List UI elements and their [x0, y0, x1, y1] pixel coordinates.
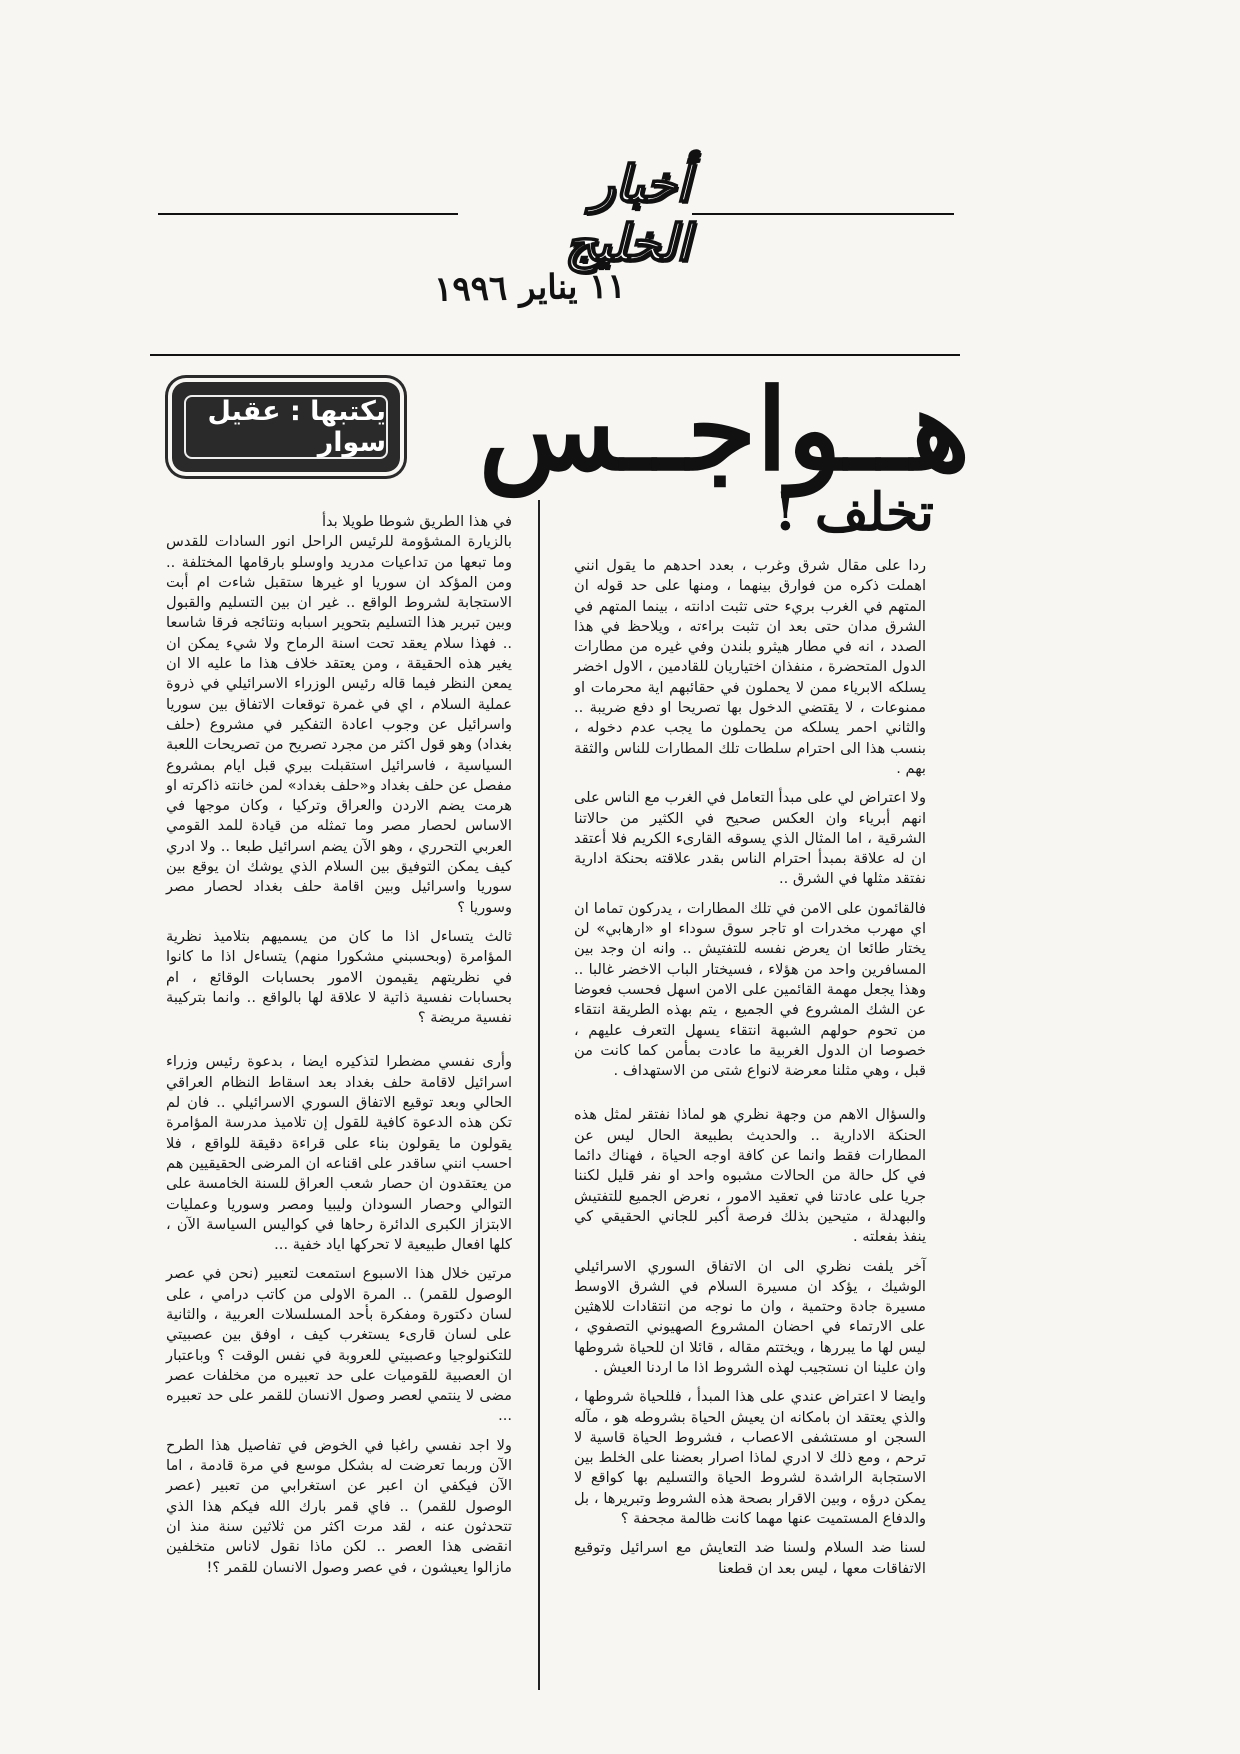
paragraph: ردا على مقال شرق وغرب ، بعدد احدهم ما يقول انني اهملت ذكره من فوارق بينهما ، ومنها على حد قوله ان المتهم في الغرب بريء حتى تثبت ادانته ، بينما المتهم في الشرق مدان حتى بعد ان تثبت براءته ، ويلاحظ في هذا الصدد ، انه في مطار هيثرو بلندن وفي غيره من مطارات الدول المتحضرة ، منفذان اختياريان للقادمين ، الاول اخضر يسلكه الابرياء ممن لا يحملون في حقائبهم اية محرمات او ممنوعات ، لا يقتضي الدخول بها تصريحا او دفع ضريبة .. والثاني احمر يسلكه من يحملون ما يجب عدم دخوله ، بنسب هذا الى احترام سلطات تلك المطارات للناس والثقة بهم .: [574, 557, 926, 777]
paragraph: مرتين خلال هذا الاسبوع استمعت لتعبير (نحن في عصر الوصول للقمر) .. المرة الاولى من كاتب درامي ، على لسان دكتورة ومفكرة بأحد المسلسلات العربية ، والثانية على لسان قارىء يستغرب كيف ، اوفق بين عصبيتي للتكنولوجيا وعصبيتي للعروبة في نفس الوقت ؟ وباعتبار ان العصبية للقوميات على حد تعبيره من مخلفات عصر مضى لا ينتمي لعصر وصول الانسان للقمر على حد تعبيره ...: [166, 1265, 512, 1425]
article-title: تخلف !: [773, 482, 934, 543]
paragraph: ثالث يتساءل اذا ما كان من يسميهم بتلاميذ نظرية المؤامرة (وبحسبني مشكورا منهم) يتساءل اذا ما كانوا في نظريتهم يقيمون الامور بحسابات الوقائع ، ام بحسابات نفسية ذاتية لا علاقة لها بالواقع .. وانما بتركيبة نفسية مريضة ؟: [166, 927, 512, 1027]
column-divider: [538, 500, 540, 1690]
byline: يكتبها : عقيل سوار: [184, 395, 388, 459]
paragraph: لسنا ضد السلام ولسنا ضد التعايش مع اسرائيل وتوقيع الاتفاقات معها ، ليس بعد ان قطعنا: [574, 1539, 926, 1577]
masthead-rule-right: [692, 213, 954, 215]
handwritten-date: ١١ يناير ١٩٩٦: [433, 266, 627, 310]
paragraph: في هذا الطريق شوطا طويلا بدأ: [321, 513, 512, 530]
paragraph: بالزيارة المشؤومة للرئيس الراحل انور السادات للقدس وما تبعها من تداعيات مدريد واوسلو بارقامها المختلفة .. ومن المؤكد ان سوريا او غيرها ستقبل شاءت ام أبت الاستجابة لشروط الواقع .. غير ان بين التسليم والقبول وبين تبرير هذا التسليم بتحوير اسبابه ونتائجه فرقا شاسعا .. فهذا سلام يعقد تحت اسنة الرماح ولا شيء يمكن ان يغير هذه الحقيقة ، ومن يعتقد خلاف هذا ما عليه الا ان يمعن النظر فيما قاله رئيس الوزراء الاسرائيلي في ذروة عملية السلام ، اي في غمرة توقعات الاتفاق بين سوريا واسرائيل عن وجوب اعادة التفكير في مشروع (حلف بغداد) وهو قول اكثر من مجرد تصريح من تصريحات اللعبة السياسية ، فاسرائيل استقبلت بيري قبل ايام بمشروع مفصل عن حلف بغداد و«حلف بغداد» لمن خانته ذاكرته او هرمت يضم الاردن والعراق وتركيا ، وكان موجها في الاساس لحصار مصر وما تمثله من قيادة للمد القومي العربي التحرري ، وهو الآن يضم اسرائيل طبعا .. ولا ادري كيف يمكن التوفيق بين السلام الذي يوشك ان يوقع بين سوريا واسرائيل وبين اقامة حلف بغداد لحصار مصر وسوريا ؟: [166, 533, 512, 916]
article-column-left: [166, 512, 512, 1587]
masthead-rule-left: [158, 213, 458, 215]
paragraph: والسؤال الاهم من وجهة نظري هو لماذا نفتقر لمثل هذه الحنكة الادارية .. والحديث بطبيعة الحال ليس عن المطارات فقط وانما عن كافة اوجه الحياة ، فهناك دائما في كل حالة من الحالات مشبوه واحد او نفر قليل لكننا جريا على عادتنا في تعقيد الامور ، نعرض الجميع للتفتيش والبهدلة ، متيحين بذلك فرصة أكبر للجاني الحقيقي كي ينفذ بفعلته .: [574, 1106, 926, 1246]
byline-box: [172, 382, 400, 472]
paragraph: وأرى نفسي مضطرا لتذكيره ايضا ، بدعوة رئيس وزراء اسرائيل لاقامة حلف بغداد بعد اسقاط النظام العراقي الحالي وبعد توقيع الاتفاق السوري الاسرائيلي .. فان لم تكن هذه الدعوة كافية للقول إن تلاميذ مدرسة المؤامرة يقولون ما يقولون بناء على قراءة دقيقة للواقع ، فلا احسب انني ساقدر على اقناعه ان المرضى الحقيقيين هم من يعتقدون ان حصار شعب العراق للسنة الخامسة على التوالي وحصار السودان وليبيا ومصر وسوريا وعمليات الابتزاز الكبرى الدائرة رحاها في كواليس السياسة الآن ، كلها افعال طبيعية لا تحركها اياد خفية ...: [166, 1053, 512, 1254]
paragraph: وايضا لا اعتراض عندي على هذا المبدأ ، فللحياة شروطها ، والذي يعتقد ان بامكانه ان يعيش الحياة بشروطه هو ، مآله السجن او مستشفى الاعصاب ، فشروط الحياة قاسية لا ترحم ، ومع ذلك لا ادري لماذا اصرار بعضنا على الخلط بين الاستجابة الراشدة لشروط الحياة والتسليم بها كواقع لا يمكن درؤه ، وبين الاقرار بصحة هذه الشروط وتبريرها ، بل والدفاع المستميت عنها مهما كانت ظالمة مجحفة ؟: [574, 1388, 926, 1528]
paragraph: فالقائمون على الامن في تلك المطارات ، يدركون تماما ان اي مهرب مخدرات او تاجر سوق سوداء او «ارهابي» لن يختار طائعا ان يعرض نفسه للتفتيش .. وانه ان وجد بين المسافرين واحد من هؤلاء ، فسيختار الباب الاخضر غالبا .. وهذا يجعل مهمة القائمين على الامن اسهل فحسب فعوضا عن الشك المشروع في الجميع ، يتم بهذه الطريقة انتقاء من تحوم حولهم الشبهة انتقاء يسهل التعرف عليهم ، خصوصا ان الدول الغربية ما عادت بمأمن كما كانت من قبل ، وهي مثلنا معرضة لانواع شتى من الاستهداف .: [574, 899, 926, 1080]
newspaper-logo: أخبار الخليج: [564, 154, 690, 272]
section-rule: [150, 354, 960, 356]
paragraph: آخر يلفت نظري الى ان الاتفاق السوري الاسرائيلي الوشيك ، يؤكد ان مسيرة السلام في الشرق الاوسط مسيرة جادة وحتمية ، وان ما نوجه من انتقادات للاهثين على الارتماء في احضان المشروع الصهيوني التصفوي ، ليس لها ما يبررها ، ويختتم مقاله ، قائلا ان للحياة شروطها وان علينا ان نستجيب لهذه الشروط اذا ما اردنا العيش .: [574, 1257, 926, 1376]
paragraph: ولا اجد نفسي راغبا في الخوض في تفاصيل هذا الطرح الآن وربما تعرضت له بشكل موسع في مرة قادمة ، اما الآن فيكفي ان اعبر عن استغرابي من تعبير (عصر الوصول للقمر) .. فاي قمر بارك الله فيكم هذا الذي تتحدثون عنه ، لقد مرت اكثر من ثلاثين سنة منذ ان انقضى هذا العصر .. لكن ماذا نقول لاناس متخلفين مازالوا يعيشون ، في عصر وصول الانسان للقمر ؟!: [166, 1436, 512, 1576]
column-title: هــواجــس: [478, 365, 970, 496]
article-column-right: [574, 556, 926, 1588]
paragraph: ولا اعتراض لي على مبدأ التعامل في الغرب مع الناس على انهم أبرياء وان العكس صحيح في الكثير من حالاتنا الشرقية ، اما المثال الذي يسوقه القارىء الكريم فلا أعتقد ان له علاقة بمبدأ احترام الناس بقدر علاقته بحنكة ادارية نفتقد مثلها في الشرق ..: [574, 789, 926, 888]
